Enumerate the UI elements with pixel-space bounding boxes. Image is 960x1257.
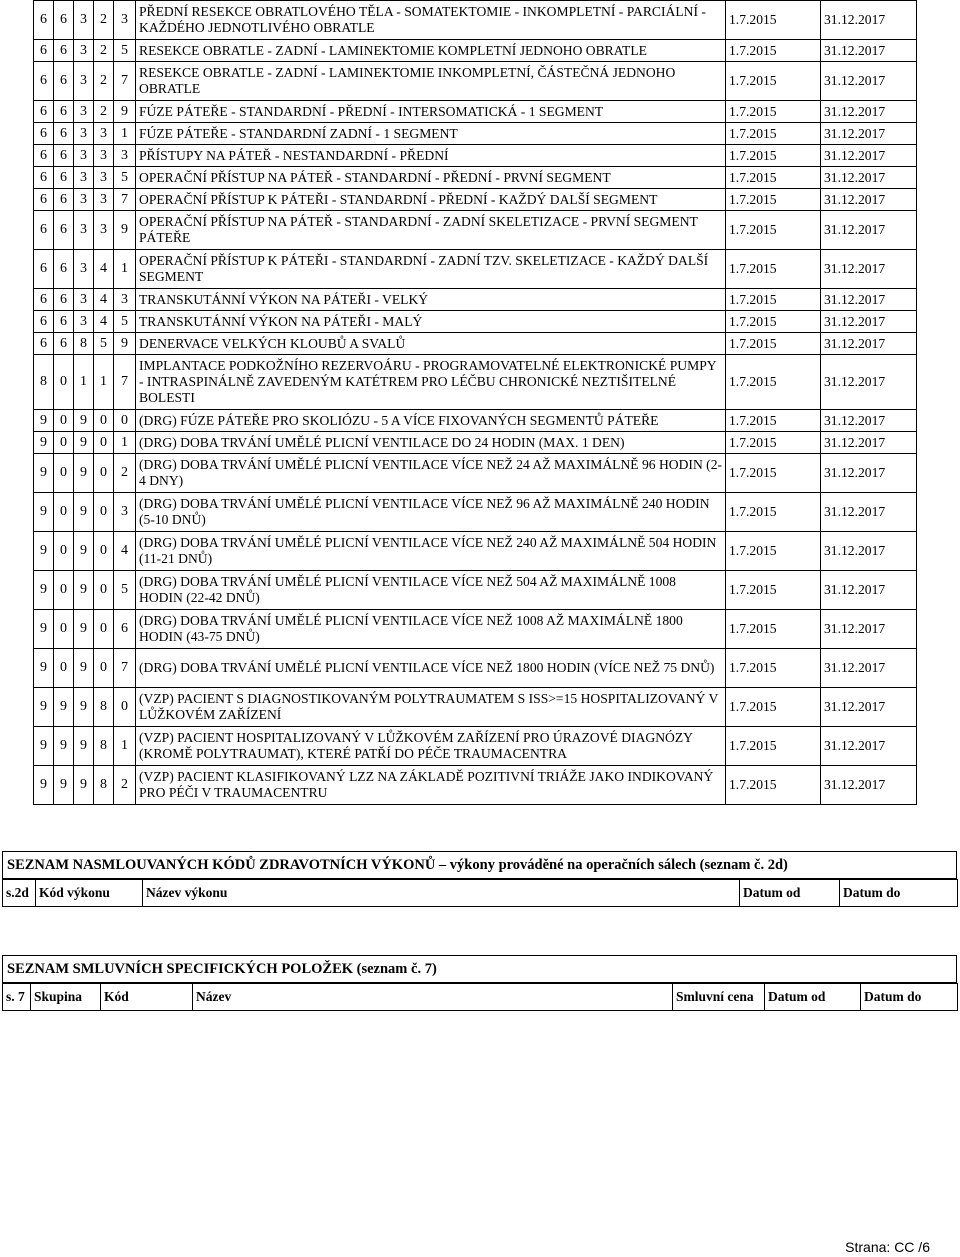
code-digit: 9 <box>34 432 54 454</box>
code-digit: 3 <box>114 289 136 311</box>
code-digit: 9 <box>34 649 54 688</box>
code-digit: 3 <box>74 62 94 101</box>
date-from: 1.7.2015 <box>726 250 821 289</box>
code-digit: 6 <box>54 311 74 333</box>
procedure-name: IMPLANTACE PODKOŽNÍHO REZERVOÁRU - PROGRAMOVATELNÉ ELEKTRONICKÉ PUMPY - INTRASPINÁLNĚ ZAVEDENÝM KATÉTREM PRO LÉČBU CHRONICKÉ NEZTIŠITELNÉ BOLESTI <box>136 355 726 410</box>
table-row <box>34 727 917 766</box>
header-cell: Smluvní cena <box>673 984 765 1011</box>
procedure-name: (VZP) PACIENT S DIAGNOSTIKOVANÝM POLYTRAUMATEM S ISS>=15 HOSPITALIZOVANÝ V LŮŽKOVÉM ZAŘÍZENÍ <box>136 688 726 727</box>
code-digit: 3 <box>74 40 94 62</box>
header-cell: Datum do <box>840 880 958 907</box>
date-from: 1.7.2015 <box>726 355 821 410</box>
code-digit: 1 <box>114 250 136 289</box>
code-digit: 3 <box>74 101 94 123</box>
date-from: 1.7.2015 <box>726 766 821 805</box>
code-digit: 4 <box>94 289 114 311</box>
code-digit: 3 <box>114 493 136 532</box>
procedure-name: DENERVACE VELKÝCH KLOUBŮ A SVALŮ <box>136 333 726 355</box>
date-to: 31.12.2017 <box>821 649 917 688</box>
code-digit: 0 <box>54 454 74 493</box>
date-to: 31.12.2017 <box>821 688 917 727</box>
table-row <box>34 410 917 432</box>
code-digit: 9 <box>54 727 74 766</box>
procedure-name: RESEKCE OBRATLE - ZADNÍ - LAMINEKTOMIE KOMPLETNÍ JEDNOHO OBRATLE <box>136 40 726 62</box>
table-row <box>34 571 917 610</box>
date-to: 31.12.2017 <box>821 211 917 250</box>
code-digit: 9 <box>54 688 74 727</box>
code-digit: 0 <box>94 432 114 454</box>
header-cell: s. 7 <box>3 984 31 1011</box>
table-row <box>34 333 917 355</box>
code-digit: 5 <box>114 167 136 189</box>
code-digit: 2 <box>94 1 114 40</box>
code-digit: 0 <box>94 571 114 610</box>
date-to: 31.12.2017 <box>821 454 917 493</box>
code-digit: 9 <box>34 571 54 610</box>
code-digit: 0 <box>94 610 114 649</box>
date-from: 1.7.2015 <box>726 101 821 123</box>
code-digit: 2 <box>94 62 114 101</box>
page-number: Strana: CC /6 <box>845 1239 930 1255</box>
code-digit: 2 <box>114 454 136 493</box>
code-digit: 3 <box>114 1 136 40</box>
procedure-name: RESEKCE OBRATLE - ZADNÍ - LAMINEKTOMIE INKOMPLETNÍ, ČÁSTEČNÁ JEDNOHO OBRATLE <box>136 62 726 101</box>
code-digit: 3 <box>74 211 94 250</box>
code-digit: 3 <box>74 189 94 211</box>
procedure-name: (DRG) FÚZE PÁTEŘE PRO SKOLIÓZU - 5 A VÍCE FIXOVANÝCH SEGMENTŮ PÁTEŘE <box>136 410 726 432</box>
code-digit: 9 <box>74 571 94 610</box>
code-digit: 0 <box>54 493 74 532</box>
date-to: 31.12.2017 <box>821 610 917 649</box>
code-digit: 9 <box>74 454 94 493</box>
code-digit: 6 <box>54 333 74 355</box>
code-digit: 4 <box>94 250 114 289</box>
date-to: 31.12.2017 <box>821 250 917 289</box>
table-row <box>34 1 917 40</box>
table-row <box>34 211 917 250</box>
code-digit: 1 <box>114 727 136 766</box>
section-7-header <box>2 983 958 1011</box>
code-digit: 1 <box>94 355 114 410</box>
date-from: 1.7.2015 <box>726 649 821 688</box>
code-digit: 9 <box>74 532 94 571</box>
date-from: 1.7.2015 <box>726 1 821 40</box>
code-digit: 8 <box>34 355 54 410</box>
date-to: 31.12.2017 <box>821 493 917 532</box>
code-digit: 6 <box>54 250 74 289</box>
table-row <box>34 289 917 311</box>
code-digit: 3 <box>74 145 94 167</box>
code-digit: 9 <box>34 688 54 727</box>
code-digit: 9 <box>34 454 54 493</box>
code-digit: 0 <box>94 649 114 688</box>
code-digit: 4 <box>114 532 136 571</box>
date-to: 31.12.2017 <box>821 167 917 189</box>
procedure-name: OPERAČNÍ PŘÍSTUP K PÁTEŘI - STANDARDNÍ - ZADNÍ TZV. SKELETIZACE - KAŽDÝ DALŠÍ SEGMENT <box>136 250 726 289</box>
header-cell: s.2d <box>3 880 36 907</box>
date-from: 1.7.2015 <box>726 62 821 101</box>
header-cell: Datum do <box>861 984 958 1011</box>
code-digit: 6 <box>54 62 74 101</box>
date-from: 1.7.2015 <box>726 167 821 189</box>
procedure-name: OPERAČNÍ PŘÍSTUP K PÁTEŘI - STANDARDNÍ - PŘEDNÍ - KAŽDÝ DALŠÍ SEGMENT <box>136 189 726 211</box>
table-row <box>34 40 917 62</box>
procedure-name: (DRG) DOBA TRVÁNÍ UMĚLÉ PLICNÍ VENTILACE VÍCE NEŽ 240 AŽ MAXIMÁLNĚ 504 HODIN (11-21 DNŮ) <box>136 532 726 571</box>
date-to: 31.12.2017 <box>821 333 917 355</box>
header-cell: Název <box>193 984 673 1011</box>
table-row <box>34 123 917 145</box>
section-7-title: SEZNAM SMLUVNÍCH SPECIFICKÝCH POLOŽEK (seznam č. 7) <box>2 955 957 983</box>
code-digit: 8 <box>74 333 94 355</box>
code-digit: 5 <box>114 40 136 62</box>
date-from: 1.7.2015 <box>726 454 821 493</box>
code-digit: 3 <box>114 145 136 167</box>
procedure-name: FÚZE PÁTEŘE - STANDARDNÍ - PŘEDNÍ - INTERSOMATICKÁ - 1 SEGMENT <box>136 101 726 123</box>
code-digit: 0 <box>114 410 136 432</box>
code-digit: 8 <box>94 688 114 727</box>
code-digit: 3 <box>94 145 114 167</box>
code-digit: 7 <box>114 62 136 101</box>
code-digit: 9 <box>34 410 54 432</box>
code-digit: 6 <box>34 123 54 145</box>
table-row <box>34 189 917 211</box>
code-digit: 0 <box>94 493 114 532</box>
procedure-name: FÚZE PÁTEŘE - STANDARDNÍ ZADNÍ - 1 SEGMENT <box>136 123 726 145</box>
code-digit: 1 <box>114 123 136 145</box>
procedure-name: TRANSKUTÁNNÍ VÝKON NA PÁTEŘI - VELKÝ <box>136 289 726 311</box>
date-from: 1.7.2015 <box>726 123 821 145</box>
code-digit: 9 <box>114 333 136 355</box>
code-digit: 6 <box>54 101 74 123</box>
code-digit: 0 <box>94 410 114 432</box>
code-digit: 9 <box>34 493 54 532</box>
header-cell: Skupina <box>31 984 101 1011</box>
code-digit: 0 <box>54 432 74 454</box>
code-digit: 8 <box>94 766 114 805</box>
code-digit: 6 <box>34 189 54 211</box>
code-digit: 1 <box>114 432 136 454</box>
code-digit: 6 <box>54 1 74 40</box>
code-digit: 3 <box>74 123 94 145</box>
code-digit: 5 <box>114 571 136 610</box>
date-from: 1.7.2015 <box>726 493 821 532</box>
date-to: 31.12.2017 <box>821 532 917 571</box>
date-to: 31.12.2017 <box>821 101 917 123</box>
code-digit: 6 <box>34 1 54 40</box>
code-digit: 3 <box>74 167 94 189</box>
code-digit: 9 <box>34 532 54 571</box>
header-cell: Kód výkonu <box>36 880 143 907</box>
table-row <box>34 250 917 289</box>
date-from: 1.7.2015 <box>726 727 821 766</box>
header-cell: Datum od <box>765 984 861 1011</box>
date-to: 31.12.2017 <box>821 189 917 211</box>
code-digit: 6 <box>34 289 54 311</box>
procedures-table <box>33 0 917 805</box>
code-digit: 9 <box>114 101 136 123</box>
procedure-name: (VZP) PACIENT HOSPITALIZOVANÝ V LŮŽKOVÉM ZAŘÍZENÍ PRO ÚRAZOVÉ DIAGNÓZY (KROMĚ POLYTRAUMAT), KTERÉ PATŘÍ DO PÉČE TRAUMACENTRA <box>136 727 726 766</box>
code-digit: 6 <box>54 211 74 250</box>
date-to: 31.12.2017 <box>821 40 917 62</box>
code-digit: 5 <box>114 311 136 333</box>
date-to: 31.12.2017 <box>821 571 917 610</box>
procedure-name: (DRG) DOBA TRVÁNÍ UMĚLÉ PLICNÍ VENTILACE VÍCE NEŽ 504 AŽ MAXIMÁLNĚ 1008 HODIN (22-42 DNŮ) <box>136 571 726 610</box>
date-to: 31.12.2017 <box>821 311 917 333</box>
date-to: 31.12.2017 <box>821 355 917 410</box>
code-digit: 0 <box>54 355 74 410</box>
section-2d-header <box>2 879 958 907</box>
table-row <box>34 62 917 101</box>
table-row <box>34 101 917 123</box>
date-from: 1.7.2015 <box>726 688 821 727</box>
code-digit: 8 <box>94 727 114 766</box>
code-digit: 9 <box>74 688 94 727</box>
date-from: 1.7.2015 <box>726 610 821 649</box>
table-row <box>34 432 917 454</box>
code-digit: 6 <box>34 311 54 333</box>
procedure-name: TRANSKUTÁNNÍ VÝKON NA PÁTEŘI - MALÝ <box>136 311 726 333</box>
procedure-name: OPERAČNÍ PŘÍSTUP NA PÁTEŘ - STANDARDNÍ - PŘEDNÍ - PRVNÍ SEGMENT <box>136 167 726 189</box>
code-digit: 3 <box>94 123 114 145</box>
code-digit: 7 <box>114 649 136 688</box>
code-digit: 1 <box>74 355 94 410</box>
date-to: 31.12.2017 <box>821 145 917 167</box>
table-row <box>34 167 917 189</box>
code-digit: 3 <box>94 189 114 211</box>
procedure-name: (VZP) PACIENT KLASIFIKOVANÝ LZZ NA ZÁKLADĚ POZITIVNÍ TRIÁŽE JAKO INDIKOVANÝ PRO PÉČI V TRAUMACENTRU <box>136 766 726 805</box>
code-digit: 0 <box>114 688 136 727</box>
code-digit: 9 <box>54 766 74 805</box>
code-digit: 6 <box>54 123 74 145</box>
table-row <box>34 493 917 532</box>
code-digit: 6 <box>54 167 74 189</box>
date-to: 31.12.2017 <box>821 1 917 40</box>
code-digit: 7 <box>114 189 136 211</box>
procedure-name: (DRG) DOBA TRVÁNÍ UMĚLÉ PLICNÍ VENTILACE VÍCE NEŽ 96 AŽ MAXIMÁLNĚ 240 HODIN (5-10 DNŮ) <box>136 493 726 532</box>
code-digit: 9 <box>74 649 94 688</box>
code-digit: 6 <box>54 289 74 311</box>
date-from: 1.7.2015 <box>726 532 821 571</box>
code-digit: 6 <box>34 333 54 355</box>
date-to: 31.12.2017 <box>821 727 917 766</box>
code-digit: 0 <box>54 532 74 571</box>
code-digit: 0 <box>54 649 74 688</box>
header-cell: Název výkonu <box>143 880 740 907</box>
code-digit: 9 <box>74 727 94 766</box>
code-digit: 0 <box>94 532 114 571</box>
table-row <box>34 649 917 688</box>
section-2d-title: SEZNAM NASMLOUVANÝCH KÓDŮ ZDRAVOTNÍCH VÝKONŮ – výkony prováděné na operačních sálech (seznam č. 2d) <box>2 851 957 879</box>
code-digit: 6 <box>34 167 54 189</box>
code-digit: 6 <box>34 62 54 101</box>
date-from: 1.7.2015 <box>726 211 821 250</box>
date-from: 1.7.2015 <box>726 311 821 333</box>
date-to: 31.12.2017 <box>821 410 917 432</box>
code-digit: 2 <box>94 101 114 123</box>
code-digit: 6 <box>34 211 54 250</box>
code-digit: 3 <box>74 250 94 289</box>
procedure-name: OPERAČNÍ PŘÍSTUP NA PÁTEŘ - STANDARDNÍ - ZADNÍ SKELETIZACE - PRVNÍ SEGMENT PÁTEŘE <box>136 211 726 250</box>
date-to: 31.12.2017 <box>821 432 917 454</box>
date-from: 1.7.2015 <box>726 145 821 167</box>
date-from: 1.7.2015 <box>726 571 821 610</box>
code-digit: 9 <box>74 493 94 532</box>
code-digit: 3 <box>74 289 94 311</box>
table-row <box>34 454 917 493</box>
code-digit: 3 <box>94 167 114 189</box>
table-row <box>34 766 917 805</box>
code-digit: 0 <box>54 610 74 649</box>
table-row <box>34 145 917 167</box>
code-digit: 6 <box>54 145 74 167</box>
code-digit: 0 <box>94 454 114 493</box>
date-from: 1.7.2015 <box>726 410 821 432</box>
procedure-name: PŘÍSTUPY NA PÁTEŘ - NESTANDARDNÍ - PŘEDNÍ <box>136 145 726 167</box>
date-from: 1.7.2015 <box>726 189 821 211</box>
code-digit: 9 <box>74 766 94 805</box>
date-from: 1.7.2015 <box>726 40 821 62</box>
table-row <box>34 355 917 410</box>
code-digit: 9 <box>34 610 54 649</box>
table-row <box>34 311 917 333</box>
code-digit: 2 <box>94 40 114 62</box>
code-digit: 0 <box>54 571 74 610</box>
code-digit: 3 <box>74 1 94 40</box>
date-to: 31.12.2017 <box>821 62 917 101</box>
code-digit: 9 <box>74 410 94 432</box>
date-to: 31.12.2017 <box>821 766 917 805</box>
code-digit: 2 <box>114 766 136 805</box>
procedure-name: (DRG) DOBA TRVÁNÍ UMĚLÉ PLICNÍ VENTILACE VÍCE NEŽ 1008 AŽ MAXIMÁLNĚ 1800 HODIN (43-75 DNŮ) <box>136 610 726 649</box>
table-row <box>34 532 917 571</box>
code-digit: 9 <box>74 432 94 454</box>
date-from: 1.7.2015 <box>726 333 821 355</box>
code-digit: 6 <box>34 40 54 62</box>
procedure-name: (DRG) DOBA TRVÁNÍ UMĚLÉ PLICNÍ VENTILACE VÍCE NEŽ 1800 HODIN (VÍCE NEŽ 75 DNŮ) <box>136 649 726 688</box>
header-cell: Datum od <box>740 880 840 907</box>
date-from: 1.7.2015 <box>726 289 821 311</box>
header-cell: Kód <box>101 984 193 1011</box>
table-row <box>34 688 917 727</box>
code-digit: 9 <box>74 610 94 649</box>
date-from: 1.7.2015 <box>726 432 821 454</box>
date-to: 31.12.2017 <box>821 289 917 311</box>
code-digit: 6 <box>34 250 54 289</box>
code-digit: 3 <box>74 311 94 333</box>
procedure-name: (DRG) DOBA TRVÁNÍ UMĚLÉ PLICNÍ VENTILACE DO 24 HODIN (MAX. 1 DEN) <box>136 432 726 454</box>
code-digit: 3 <box>94 211 114 250</box>
code-digit: 6 <box>114 610 136 649</box>
code-digit: 5 <box>94 333 114 355</box>
code-digit: 6 <box>54 189 74 211</box>
code-digit: 9 <box>34 727 54 766</box>
procedure-name: PŘEDNÍ RESEKCE OBRATLOVÉHO TĚLA - SOMATEKTOMIE - INKOMPLETNÍ - PARCIÁLNÍ - KAŽDÉHO JEDNOTLIVÉHO OBRATLE <box>136 1 726 40</box>
code-digit: 6 <box>54 40 74 62</box>
procedure-name: (DRG) DOBA TRVÁNÍ UMĚLÉ PLICNÍ VENTILACE VÍCE NEŽ 24 AŽ MAXIMÁLNĚ 96 HODIN (2-4 DNY) <box>136 454 726 493</box>
table-row <box>34 610 917 649</box>
code-digit: 4 <box>94 311 114 333</box>
code-digit: 0 <box>54 410 74 432</box>
code-digit: 7 <box>114 355 136 410</box>
code-digit: 9 <box>114 211 136 250</box>
code-digit: 6 <box>34 101 54 123</box>
date-to: 31.12.2017 <box>821 123 917 145</box>
code-digit: 6 <box>34 145 54 167</box>
code-digit: 9 <box>34 766 54 805</box>
